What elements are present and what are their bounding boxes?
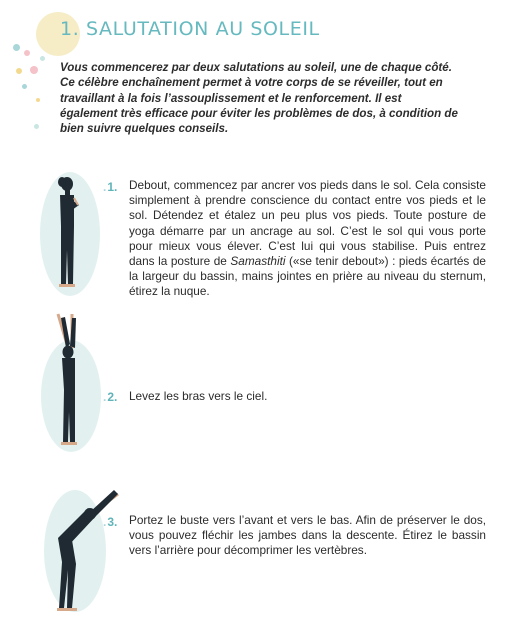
step-3-text: Portez le buste vers l’avant et vers le bas. Afin de préserver le dos, vous pouvez fléchir les jambes dans la descente. Étirez le bassin vers l’arrière pour décomprimer les vertèbres. [129, 513, 486, 558]
step-1-text: Debout, commencez par ancrer vos pieds dans le sol. Cela consiste simplement à prendre conscience du contact entre vos pieds et le sol. Détendez et étalez un peu plus vos pieds. Toute posture de yoga démarre par un ancrage au sol. C’est le sol qui vous porte pour mieux vous élever. C’est lui qui vous stabilise. Puis entrez dans la posture de Samasthiti («se tenir debout») : pieds écartés de la largeur du bassin, mains jointes en prière au niveau du sternum, étirez la nuque. [129, 178, 486, 299]
intro-paragraph: Vous commencerez par deux salutations au soleil, une de chaque côté. Ce célèbre enchaînement permet à votre corps de se réveiller, tout en travaillant à la fois l’assouplissement et le renforcement. Il est également très efficace pour éviter les problèmes de dos, à condition de bien suivre quelques conseils. [60, 61, 458, 136]
decor-dot [16, 68, 22, 74]
section-number: 1. [60, 18, 80, 40]
decor-dot [24, 50, 30, 56]
step-2-text: Levez les bras vers le ciel. [129, 389, 268, 403]
section-title-text: SALUTATION AU SOLEIL [85, 18, 320, 40]
step-number: .1. [103, 180, 118, 194]
decor-dot [13, 44, 20, 51]
decor-dot [40, 56, 45, 61]
decor-dot [36, 98, 40, 102]
step-number: .3. [103, 515, 118, 529]
yoga-figure-forward-bend [42, 486, 126, 616]
yoga-figure-standing-prayer [46, 172, 94, 292]
decor-dot [30, 66, 38, 74]
yoga-figure-arms-raised [48, 312, 96, 448]
step-number: .2. [103, 390, 118, 404]
decor-dot [34, 124, 39, 129]
section-title [60, 18, 320, 40]
decor-dot [22, 84, 27, 89]
